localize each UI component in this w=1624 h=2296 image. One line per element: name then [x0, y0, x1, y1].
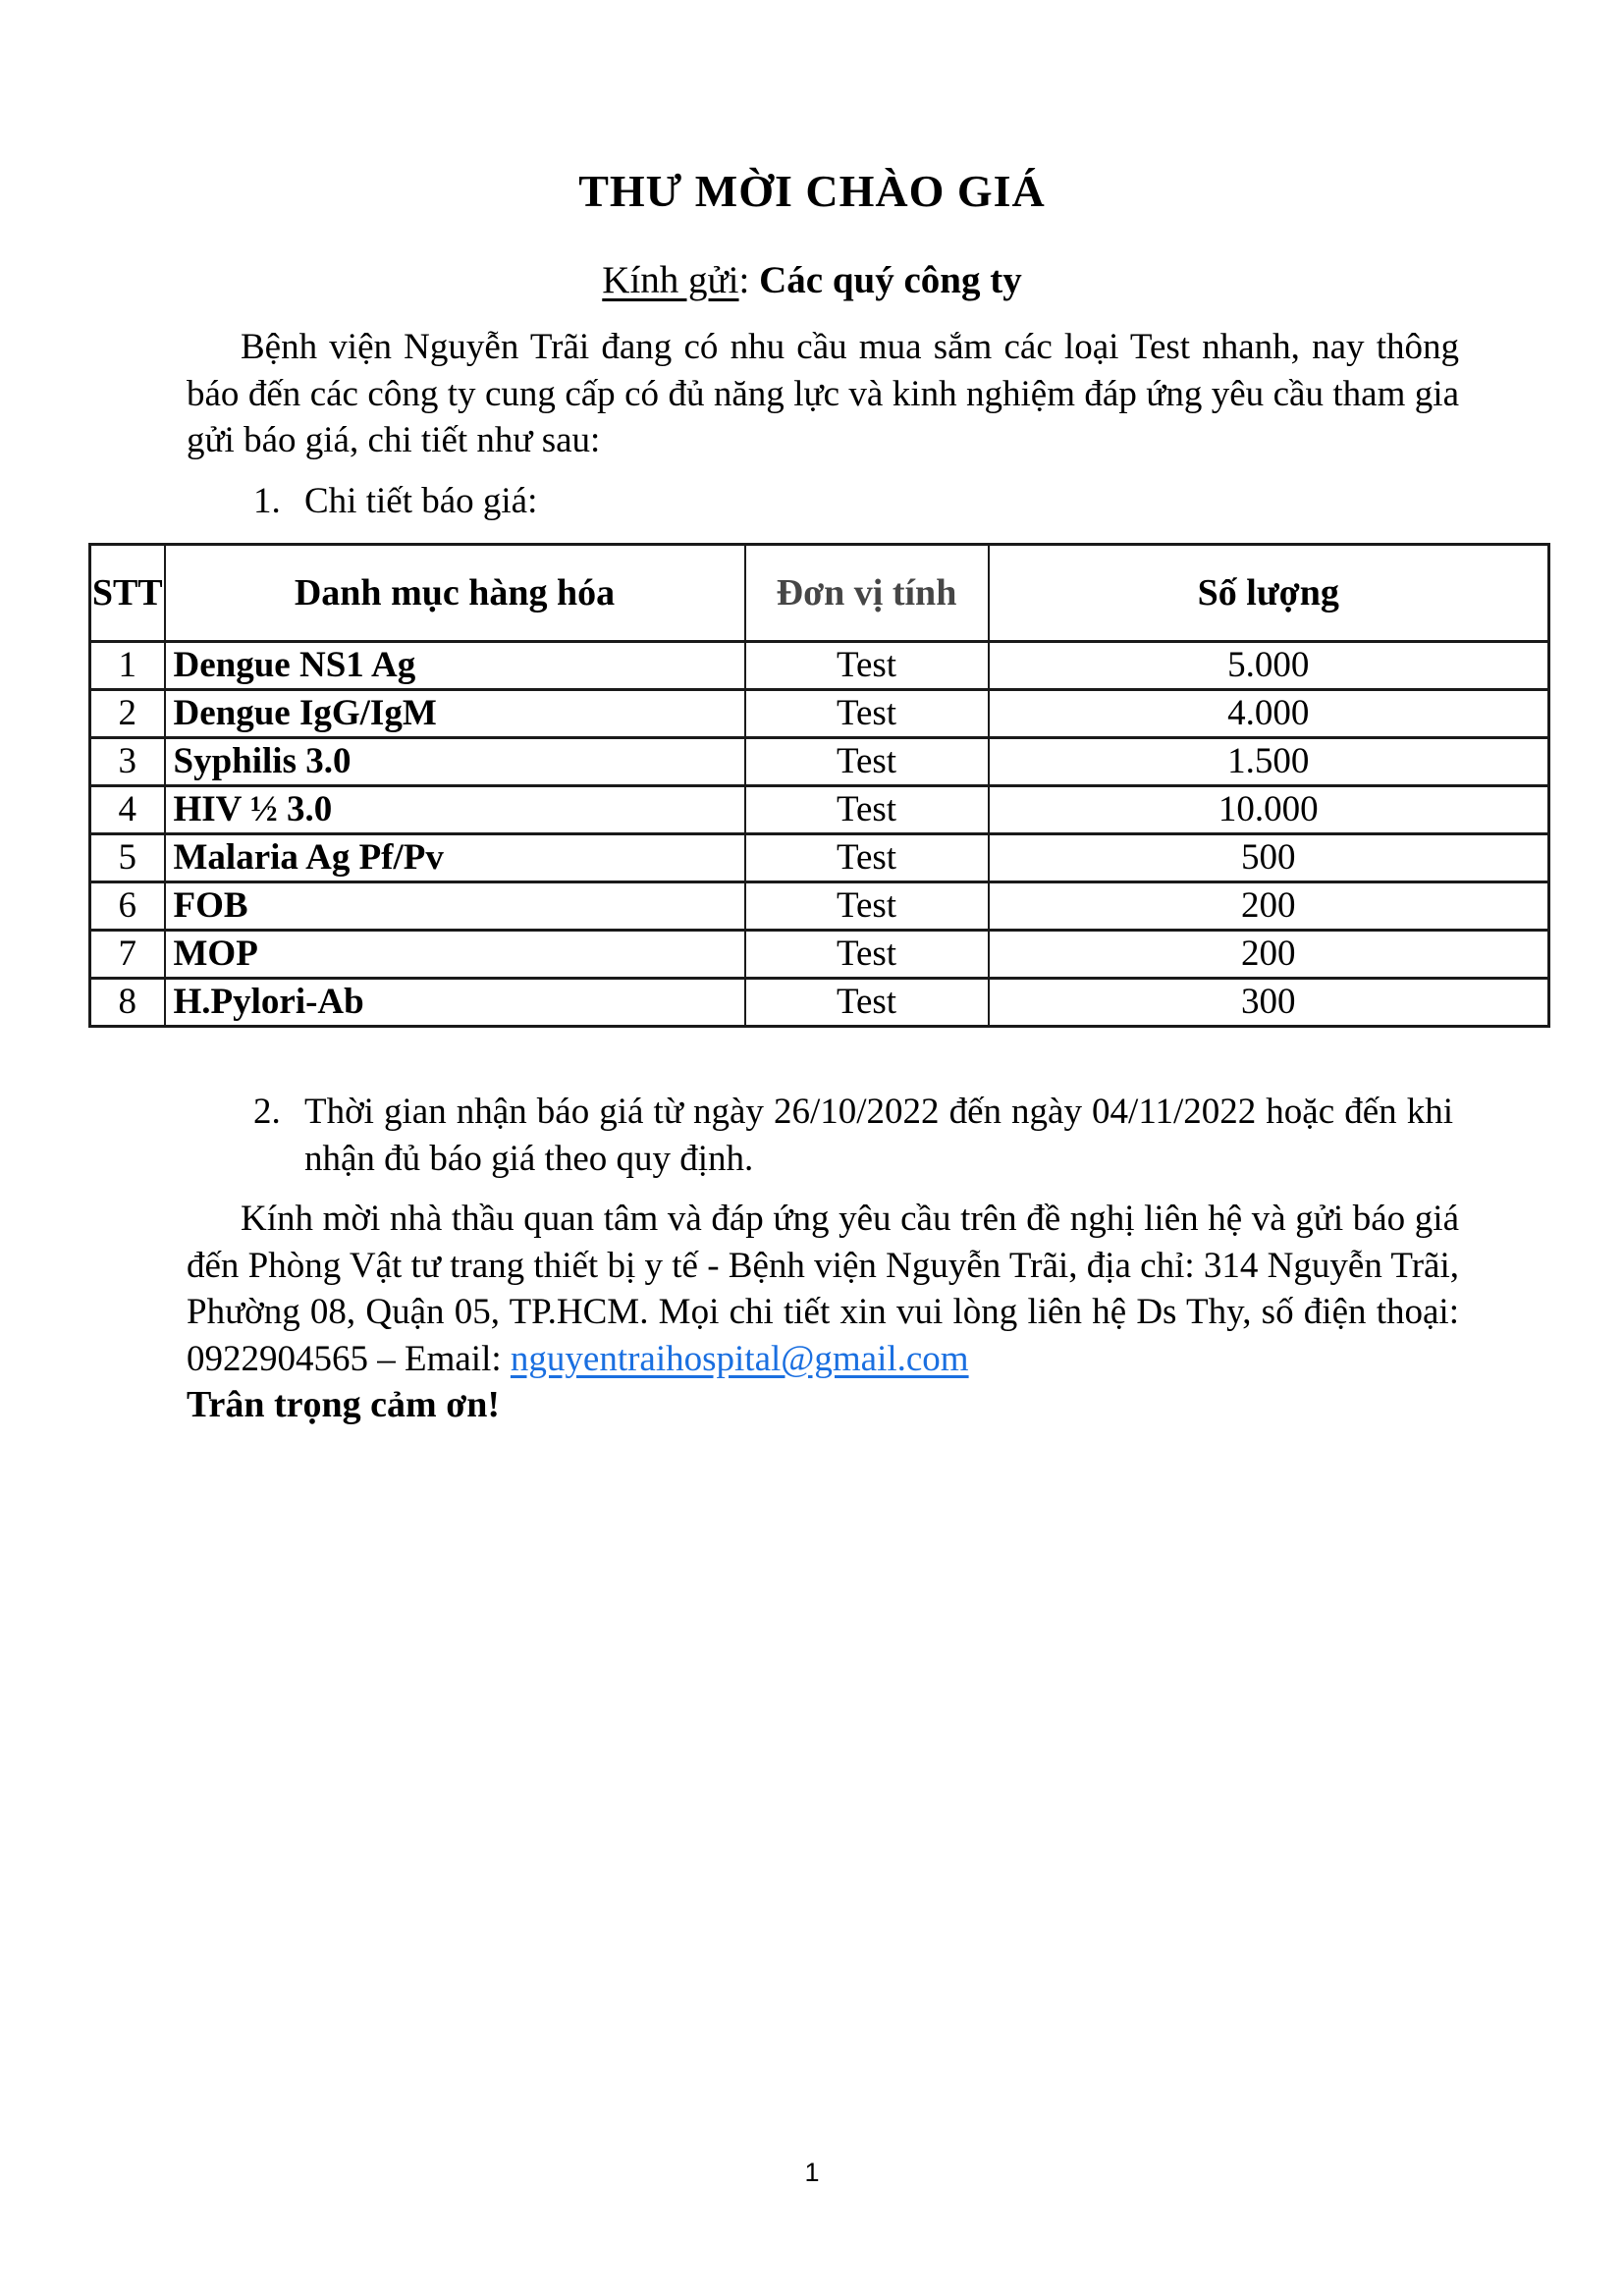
list-item-1-text: Chi tiết báo giá: — [304, 481, 538, 521]
table-row — [90, 834, 1549, 882]
cell-stt: 5 — [90, 834, 165, 882]
cell-quantity: 300 — [989, 979, 1549, 1027]
table-row — [90, 979, 1549, 1027]
cell-stt: 3 — [90, 738, 165, 786]
table-row — [90, 931, 1549, 979]
cell-item-name: Dengue NS1 Ag — [165, 642, 745, 690]
intro-paragraph: Bệnh viện Nguyễn Trãi đang có nhu cầu mua sắm các loại Test nhanh, nay thông báo đến các công ty cung cấp có đủ năng lực và kinh nghiệm đáp ứng yêu cầu tham gia gửi báo giá, chi tiết như sau: — [187, 327, 1459, 460]
list-item-1-number: 1. — [253, 481, 281, 521]
document-title: THƯ MỜI CHÀO GIÁ — [578, 166, 1046, 216]
cell-unit: Test — [745, 738, 989, 786]
table-row — [90, 642, 1549, 690]
cell-item-name: HIV ½ 3.0 — [165, 786, 745, 834]
cell-stt: 4 — [90, 786, 165, 834]
cell-quantity: 200 — [989, 882, 1549, 931]
cell-unit: Test — [745, 642, 989, 690]
cell-stt: 2 — [90, 690, 165, 738]
closing-text: Kính mời nhà thầu quan tâm và đáp ứng yêu cầu trên đề nghị liên hệ và gửi báo giá đến Phòng Vật tư trang thiết bị y tế - Bệnh viện Nguyễn Trãi, địa chỉ: 314 Nguyễn Trãi, Phường 08, Quận 05, TP.HCM. Mọi chi tiết xin vui lòng liên hệ Ds Thy, số điện thoại: 0922904565 – Email: — [187, 1199, 1459, 1379]
cell-quantity: 500 — [989, 834, 1549, 882]
quotation-table — [88, 543, 1550, 1028]
header-stt: STT — [90, 545, 165, 642]
list-item-deadline — [253, 1089, 1453, 1182]
cell-unit: Test — [745, 786, 989, 834]
salutation-recipient: Các quý công ty — [759, 259, 1022, 301]
header-quantity: Số lượng — [989, 545, 1549, 642]
list-item-2-text: Thời gian nhận báo giá từ ngày 26/10/2022 đến ngày 04/11/2022 hoặc đến khi nhận đủ báo giá theo quy định. — [304, 1092, 1453, 1179]
table-header-row — [90, 545, 1549, 642]
cell-unit: Test — [745, 690, 989, 738]
cell-unit: Test — [745, 834, 989, 882]
salutation-colon: : — [738, 259, 760, 301]
cell-item-name: Syphilis 3.0 — [165, 738, 745, 786]
cell-quantity: 4.000 — [989, 690, 1549, 738]
salutation — [0, 258, 1624, 302]
cell-stt: 8 — [90, 979, 165, 1027]
email-link[interactable]: nguyentraihospital@gmail.com — [510, 1338, 969, 1379]
cell-item-name: MOP — [165, 931, 745, 979]
list-item-2-number: 2. — [253, 1092, 281, 1132]
cell-quantity: 200 — [989, 931, 1549, 979]
cell-quantity: 1.500 — [989, 738, 1549, 786]
cell-item-name: Malaria Ag Pf/Pv — [165, 834, 745, 882]
cell-item-name: H.Pylori-Ab — [165, 979, 745, 1027]
header-item-name: Danh mục hàng hóa — [165, 545, 745, 642]
thanks-line: Trân trọng cảm ơn! — [187, 1384, 501, 1425]
header-unit: Đơn vị tính — [745, 545, 989, 642]
page-number: 1 — [804, 2158, 820, 2187]
salutation-label: Kính gửi — [602, 259, 739, 301]
cell-stt: 7 — [90, 931, 165, 979]
cell-item-name: Dengue IgG/IgM — [165, 690, 745, 738]
table-row — [90, 690, 1549, 738]
table-row — [90, 786, 1549, 834]
table-row — [90, 882, 1549, 931]
cell-unit: Test — [745, 979, 989, 1027]
cell-quantity: 10.000 — [989, 786, 1549, 834]
list-item-quote-details — [253, 478, 537, 525]
cell-unit: Test — [745, 882, 989, 931]
cell-stt: 1 — [90, 642, 165, 690]
cell-item-name: FOB — [165, 882, 745, 931]
cell-stt: 6 — [90, 882, 165, 931]
table-row — [90, 738, 1549, 786]
cell-quantity: 5.000 — [989, 642, 1549, 690]
cell-unit: Test — [745, 931, 989, 979]
closing-paragraph — [187, 1196, 1459, 1382]
